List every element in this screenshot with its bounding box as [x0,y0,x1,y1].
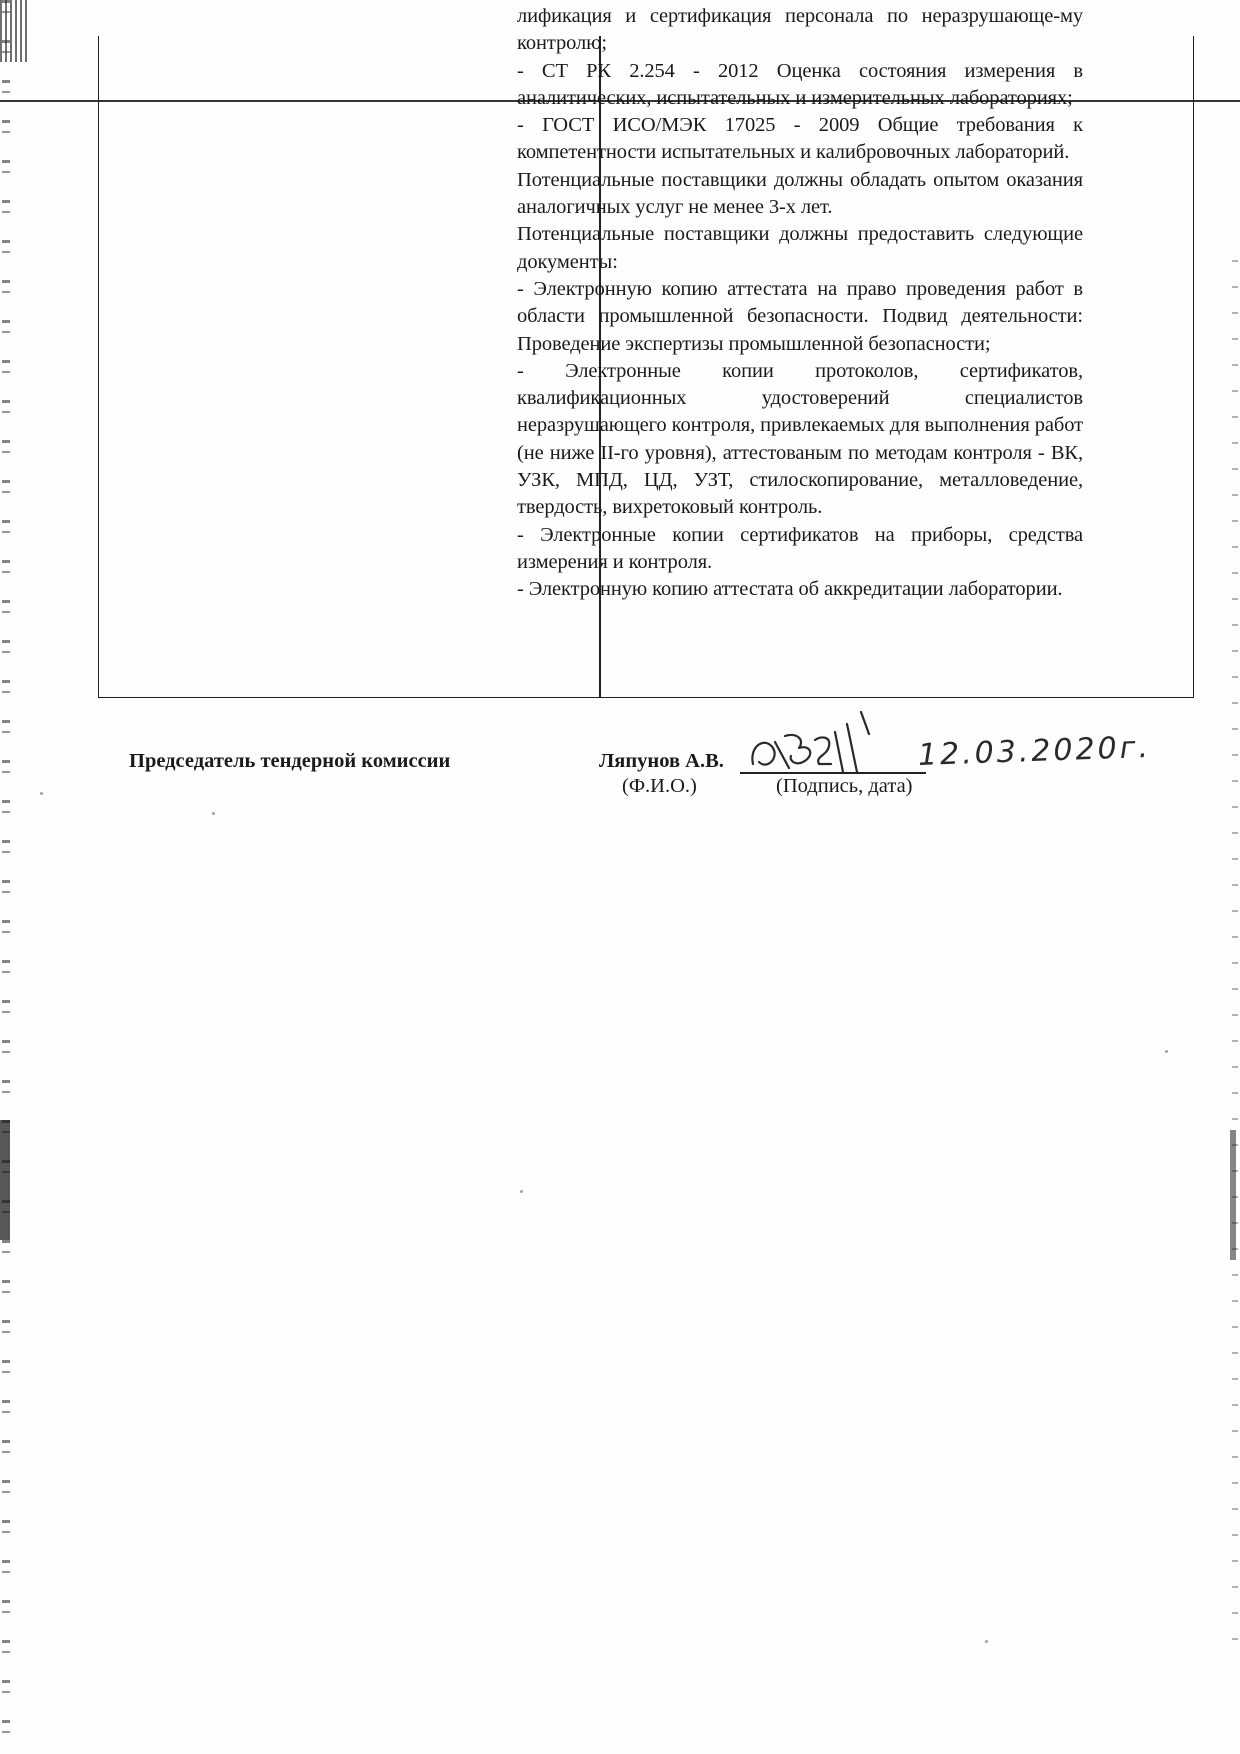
scan-speck [520,1190,523,1193]
signature-date-caption: (Подпись, дата) [776,775,913,797]
table-line: - Электронную копию аттестата об аккредитации лаборатории. [517,578,1063,601]
signature-title: Председатель тендерной комиссии [129,750,451,772]
scan-artifact-right-edge [1232,260,1238,1660]
table-line: Потенциальные поставщики должны обладать опытом оказания аналогичных услуг не менее 3-х лет. [517,168,1083,219]
handwritten-date: 12.03.2020г. [917,729,1152,773]
scan-speck [1165,1050,1168,1053]
scan-speck [212,812,215,815]
scan-speck [985,1640,988,1643]
fio-caption: (Ф.И.О.) [622,775,697,797]
table-line: - СТ РК 2.254 - 2012 Оценка состояния измерения в аналитических, испытательных и измерительных лабораториях; [517,59,1083,109]
scan-artifact-left-block [0,1120,10,1240]
scan-speck [40,792,43,795]
table-line: Потенциальные поставщики должны предоставить следующие документы: [517,223,1083,273]
table-line: - Электронные копии сертификатов на приборы, средства измерения и контроля. [517,523,1083,573]
handwritten-signature [745,706,925,776]
signatory-name: Ляпунов А.В. [599,750,724,772]
table-line: - Электронные копии протоколов, сертификатов, квалификационных удостоверений специалистов неразрушающего контроля, привлекаемых для выполнения работ (не ниже II-го уровня), аттестованым по методам контроля - ВК, УЗК, МПД, ЦД, УЗТ, стилоскопирование, металловедение, твердость, вихретоковый контроль. [517,359,1083,519]
table-line: - Электронную копию аттестата на право проведения работ в области промышленной безопасности. Подвид деятельности: Проведение экспертизы промышленной безопасности; [517,277,1083,355]
table-line: - ГОСТ ИСО/МЭК 17025 - 2009 Общие требования к компетентности испытательных и калибровочных лабораторий. [517,114,1083,164]
table-line: лификация и сертификация персонала по неразрушающе-му контролю; [517,5,1083,55]
requirements-cell [517,3,1083,604]
scan-artifact-right-block [1230,1130,1236,1260]
scan-artifact-left-edge [2,0,10,1754]
